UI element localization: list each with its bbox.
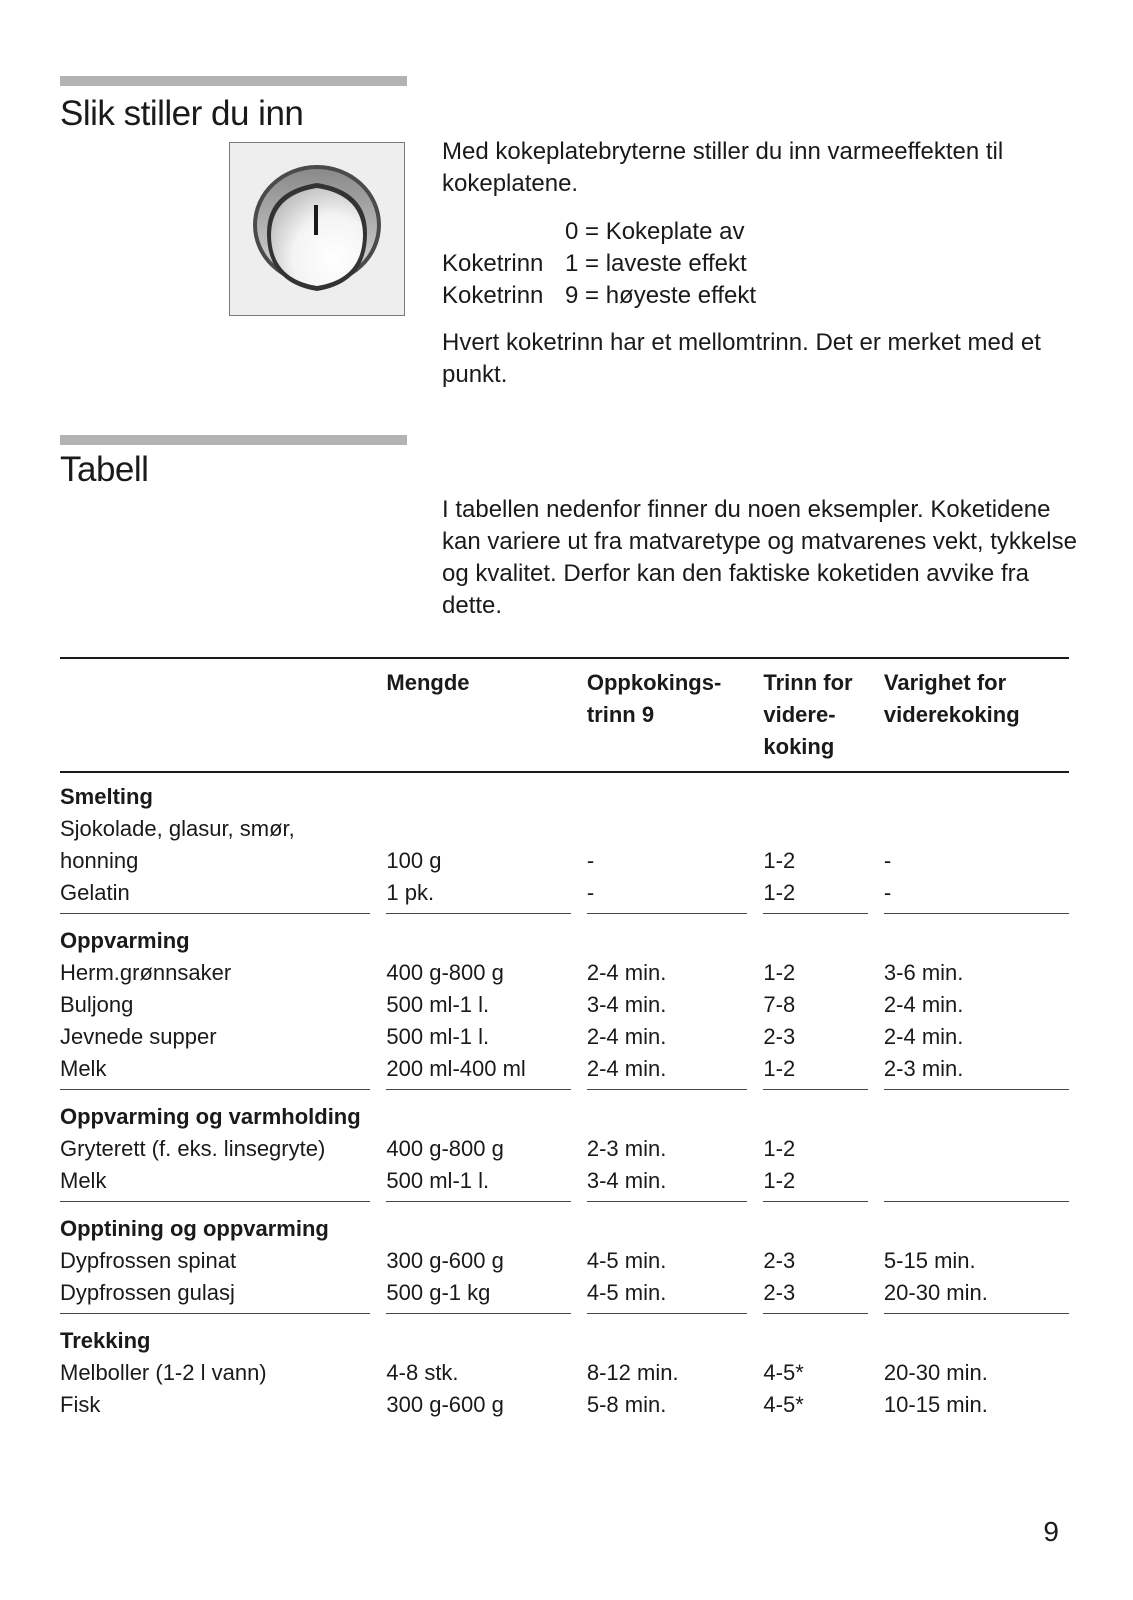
table-cell: [370, 813, 570, 845]
table-section-row: [60, 1205, 1069, 1245]
separator-cell: [60, 1309, 370, 1317]
section-separator: [60, 909, 1069, 917]
table-section-row: [60, 1317, 1069, 1357]
table-cell: 5-15 min.: [883, 1248, 976, 1273]
table-cell: Sjokolade, glasur, smør,: [60, 816, 295, 841]
table-cell: [571, 813, 748, 845]
separator-cell: [747, 1309, 868, 1317]
table-cell: 500 ml-1 l.: [386, 1024, 490, 1049]
cooking-table: [60, 657, 1069, 1421]
table-cell: Herm.grønnsaker: [60, 960, 232, 985]
table-header-cell: Mengde: [370, 658, 570, 772]
separator-cell: [747, 1197, 868, 1205]
note-text: Hvert koketrinn har et mellomtrinn. Det er merket med et punkt.: [442, 329, 1041, 388]
separator-cell: [571, 1309, 748, 1317]
separator-cell: [60, 1197, 370, 1205]
section-separator: [60, 1309, 1069, 1317]
table-cell: 2-4 min.: [586, 1024, 667, 1049]
table-cell: 500 g-1 kg: [386, 1280, 491, 1305]
table-section-row: [60, 772, 1069, 813]
table-cell: 2-3 min.: [883, 1056, 964, 1081]
separator-cell: [571, 909, 748, 917]
section-name: Opptining og oppvarming: [60, 1216, 329, 1241]
level-value: 1 = laveste effekt: [565, 250, 747, 277]
table-cell: 5-8 min.: [586, 1392, 667, 1417]
table-row: [60, 1277, 1069, 1309]
section-title-table: Tabell: [60, 450, 149, 489]
table-cell: 2-4 min.: [883, 992, 964, 1017]
table-cell: 4-5*: [763, 1392, 804, 1417]
level-row: [442, 216, 756, 248]
separator-cell: [868, 1085, 1069, 1093]
table-cell: 300 g-600 g: [386, 1392, 504, 1417]
level-value: 9 = høyeste effekt: [565, 282, 757, 309]
table-cell: Fisk: [60, 1392, 101, 1417]
table-cell: 3-4 min.: [586, 992, 667, 1017]
level-row: [442, 248, 756, 280]
table-section-row: [60, 1093, 1069, 1133]
table-cell: 1 pk.: [386, 880, 435, 905]
table-row: [60, 813, 1069, 845]
table-intro-text: I tabellen nedenfor finner du noen eksempler. Koketidene kan variere ut fra matvaretype og matvarenes vekt, tykkelse og kvalitet. Derfor kan den faktiske koketiden avvike fra dette.: [442, 496, 1077, 619]
table-row: [60, 1133, 1069, 1165]
table-row: [60, 989, 1069, 1021]
table-cell: 1-2: [763, 880, 796, 905]
table-row: [60, 1053, 1069, 1085]
section-divider-bar: [60, 435, 407, 445]
section-separator: [60, 1085, 1069, 1093]
section-name: Trekking: [60, 1328, 151, 1353]
section-name: Smelting: [60, 784, 153, 809]
table-cell: 4-8 stk.: [386, 1360, 459, 1385]
level-label: Koketrinn: [442, 250, 544, 277]
table-cell: 20-30 min.: [883, 1280, 988, 1305]
table-row: [60, 957, 1069, 989]
separator-cell: [370, 1085, 570, 1093]
table-cell: -: [586, 880, 595, 905]
table-cell: 400 g-800 g: [386, 960, 504, 985]
table-section-row: [60, 917, 1069, 957]
table-cell: [868, 1165, 1069, 1197]
table-cell: 500 ml-1 l.: [386, 992, 490, 1017]
separator-cell: [747, 909, 868, 917]
table-row: [60, 1245, 1069, 1277]
table-cell: [868, 813, 1069, 845]
table-cell: 4-5*: [763, 1360, 804, 1385]
table-cell: Melk: [60, 1168, 107, 1193]
table-row: [60, 877, 1069, 909]
level-label: Koketrinn: [442, 282, 544, 309]
section-title-setting: Slik stiller du inn: [60, 94, 304, 133]
table-cell: 4-5 min.: [586, 1280, 667, 1305]
separator-cell: [868, 909, 1069, 917]
table-cell: 1-2: [763, 960, 796, 985]
table-cell: 1-2: [763, 1168, 796, 1193]
table-cell: -: [883, 848, 892, 873]
separator-cell: [370, 909, 570, 917]
section-separator: [60, 1197, 1069, 1205]
table-cell: 1-2: [763, 848, 796, 873]
table-cell: 2-4 min.: [586, 960, 667, 985]
separator-cell: [370, 1197, 570, 1205]
separator-cell: [868, 1309, 1069, 1317]
table-cell: 2-3: [763, 1024, 796, 1049]
table-header-row: [60, 658, 1069, 772]
table-header-cell: Varighet for viderekoking: [868, 658, 1069, 772]
table-cell: 2-3: [763, 1248, 796, 1273]
table-cell: 3-6 min.: [883, 960, 964, 985]
separator-cell: [60, 1085, 370, 1093]
table-header-cell: Oppkokings- trinn 9: [571, 658, 748, 772]
section-name: Oppvarming og varmholding: [60, 1104, 361, 1129]
table-cell: Jevnede supper: [60, 1024, 217, 1049]
table-cell: 500 ml-1 l.: [386, 1168, 490, 1193]
table-cell: 4-5 min.: [586, 1248, 667, 1273]
table-cell: Gelatin: [60, 880, 130, 905]
table-cell: Dypfrossen gulasj: [60, 1280, 235, 1305]
separator-cell: [747, 1085, 868, 1093]
level-value: 0 = Kokeplate av: [565, 218, 745, 245]
table-cell: honning: [60, 848, 139, 873]
section-divider-bar: [60, 76, 407, 86]
separator-cell: [60, 909, 370, 917]
table-cell: 2-3 min.: [586, 1136, 667, 1161]
table-cell: [747, 813, 868, 845]
table-header-cell: Trinn for videre- koking: [747, 658, 868, 772]
table-row: [60, 1389, 1069, 1421]
table-cell: 400 g-800 g: [386, 1136, 504, 1161]
table-cell: [868, 1133, 1069, 1165]
table-row: [60, 845, 1069, 877]
separator-cell: [571, 1085, 748, 1093]
table-cell: 1-2: [763, 1136, 796, 1161]
level-row: [442, 280, 756, 312]
table-cell: -: [883, 880, 892, 905]
table-row: [60, 1165, 1069, 1197]
table-cell: 100 g: [386, 848, 442, 873]
table-cell: 1-2: [763, 1056, 796, 1081]
table-cell: 2-3: [763, 1280, 796, 1305]
separator-cell: [370, 1309, 570, 1317]
table-cell: 200 ml-400 ml: [386, 1056, 526, 1081]
table-cell: Gryterett (f. eks. linsegryte): [60, 1136, 326, 1161]
table-cell: 8-12 min.: [586, 1360, 679, 1385]
table-cell: 20-30 min.: [883, 1360, 988, 1385]
table-cell: 2-4 min.: [883, 1024, 964, 1049]
table-cell: Dypfrossen spinat: [60, 1248, 237, 1273]
separator-cell: [868, 1197, 1069, 1205]
table-cell: Melk: [60, 1056, 107, 1081]
intro-text: Med kokeplatebryterne stiller du inn varmeeffekten til kokeplatene.: [442, 138, 1004, 197]
table-cell: Melboller (1-2 l vann): [60, 1360, 267, 1385]
level-list: [442, 216, 756, 312]
table-cell: 2-4 min.: [586, 1056, 667, 1081]
table-cell: Buljong: [60, 992, 134, 1017]
table-cell: 300 g-600 g: [386, 1248, 504, 1273]
level-label: [442, 216, 565, 248]
section-name: Oppvarming: [60, 928, 190, 953]
table-row: [60, 1357, 1069, 1389]
separator-cell: [571, 1197, 748, 1205]
control-knob-icon: [229, 142, 405, 316]
table-row: [60, 1021, 1069, 1053]
page-number: 9: [1043, 1516, 1059, 1547]
table-cell: -: [586, 848, 595, 873]
table-cell: 7-8: [763, 992, 796, 1017]
table-cell: 10-15 min.: [883, 1392, 988, 1417]
table-header-cell: [60, 658, 370, 772]
table-cell: 3-4 min.: [586, 1168, 667, 1193]
